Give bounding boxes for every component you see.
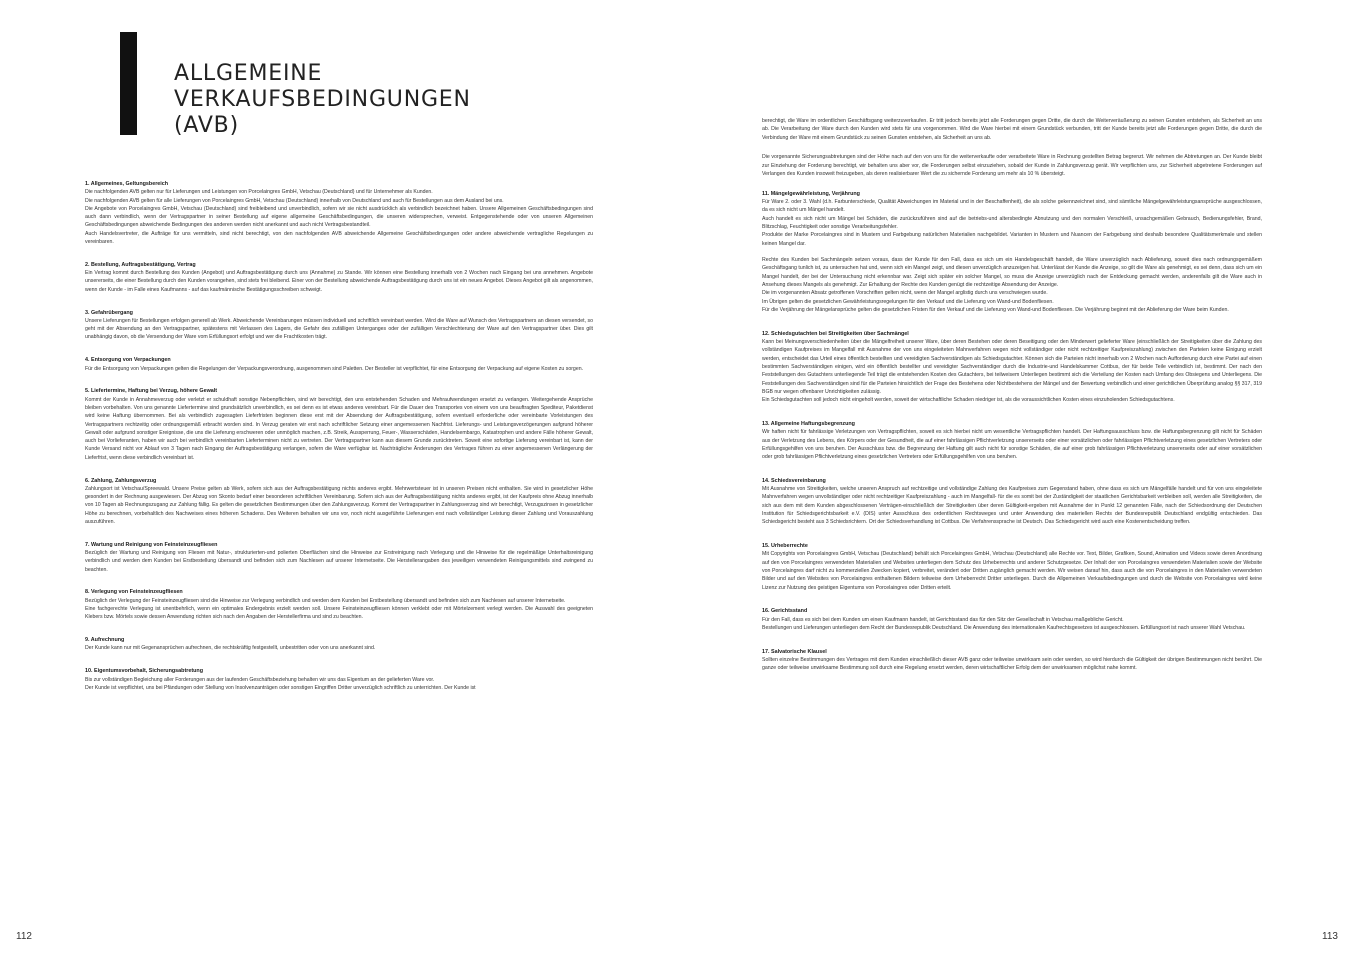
clause-section [762, 648, 1262, 673]
clause-heading: 14. Schiedsvereinbarung [762, 477, 826, 484]
clause-paragraph: Wir haften nicht für fahrlässige Verletzungen von Vertragspflichten, soweit es sich hierbei nicht um wesentliche Vertragspflichten handelt. Der Haftungsausschluss bzw. die Haftungsbegrenzung gilt nicht für Schäden aus der Verletzung des Lebens, des Körpers oder der Gesundheit, die auf einer fahrlässigen Pflichtverletzung unsererseits oder einer vorsätzlichen oder fahrlässigen Pflichtverletzung eines gesetzlichen Vertreters oder Erfüllungsgehilfen von uns beruhen. Der Ausschluss bzw. die Begrenzung der Haftung gilt auch nicht für sonstige Schäden, die auf einer grob fahrlässigen Pflichtverletzung unsererseits oder auf einer vorsätzlichen oder grob fahrlässigen Pflichtverletzung eines gesetzlichen Vertreters oder Erfüllungsgehilfen von uns beruhen. [762, 429, 1262, 461]
clause-section [85, 180, 593, 246]
clause-heading: 3. Gefahrübergang [85, 309, 133, 316]
title-line: (AVB) [174, 113, 239, 138]
clause-heading: 17. Salvatorische Klausel [762, 648, 827, 655]
clause-heading: 12. Schiedsgutachten bei Streitigkeiten über Sachmängel [762, 330, 909, 337]
title-line: ALLGEMEINE [174, 61, 323, 86]
clause-section [762, 477, 1262, 527]
clause-heading: 13. Allgemeine Haftungsbegrenzung [762, 420, 855, 427]
clause-paragraph: Mit Ausnahme von Streitigkeiten, welche unseren Anspruch auf rechtzeitige und vollständige Zahlung des Kaufpreises zum Gegenstand haben, ohne dass es sich um Mängelfälle handelt und für von uns eingeleitete Mahnverfahren wegen unvollständiger oder nicht rechtzeitiger Kaufpreiszahlung - auch im Mangelfall- für die es somit bei der Zuständigkeit der staatlichen Gerichtsbarkeit verbleiben soll, werden alle Streitigkeiten, die sich aus dem mit dem Kunden abgeschlossenen Verträgen-einschließlich der Streitigkeiten über deren Gültigkeit-ergeben mit Ausnahme der in Punkt 12 genannten Fälle, nach der Schiedsordnung der Deutschen Institution für Schiedsgerichtsbarkeit e.V. (DIS) unter Ausschluss des ordentlichen Rechtsweges und unter Anwendung des materiellen Rechts der Bundesrepublik Deutschland endgültig entschieden. Das Schiedsgericht besteht aus 3 Schiedsrichtern. Ort der Schiedsverhandlung ist Cottbus. Die Verfahrenssprache ist Deutsch. Das Schiedsgericht wird auch eine Kostenentscheidung treffen. [762, 486, 1262, 526]
clause-heading: 1. Allgemeines, Geltungsbereich [85, 181, 169, 187]
clause-paragraph: Bezüglich der Wartung und Reinigung von Fliesen mit Natur-, strukturierten-und polierten Oberflächen sind die Hinweise zur Erstreinigung nach Verlegung und die Hinweise für die regelmäßige Unterhaltsreinigung verbindlich und werden dem Kunden bei Erstbestellung übersandt und befinden sich zum Nachlesen auf unserer Internetseite. Die Herstellerangaben des jeweiligen verwendeten Reinigungsmittels sind zwingend zu beachten. [85, 550, 593, 573]
clause-section [85, 387, 593, 462]
clause-paragraph: Sollten einzelne Bestimmungen des Vertrages mit dem Kunden einschließlich dieser AVB ganz oder teilweise unwirksam sein oder werden, so wird hierdurch die Gültigkeit der übrigen Bestimmungen nicht berührt. Die ganze oder teilweise unwirksame Bestimmung soll durch eine Regelung ersetzt werden, deren wirtschaftlicher Erfolg dem der unwirksamen möglichst nahe kommt. [762, 657, 1262, 672]
document-title [174, 61, 471, 139]
clause-paragraph: Kann bei Meinungsverschiedenheiten über die Mängelfreiheit unserer Ware, über deren Bestehen oder deren Beseitigung oder den Minderwert gelieferter Ware (einschließlich der Streitigkeiten über die Zahlung des vollständigen Kaufpreises im Mangelfall mit Ausnahme der von uns eingeleiteten Mahnverfahren wegen nicht vollständiger oder nicht rechtzeitiger Kaufpreiszahlung) zwischen den Parteien keine Einigung erzielt werden, entscheidet das Urteil eines öffentlich bestellten und vereidigten Sachverständigen als Schiedsgutachter. Können sich die Parteien nicht innerhalb von 2 Wochen nach Aufforderung durch eine Partei auf einen bestimmten Sachverständigen einigen, wird ein öffentlich bestellter und vereidigter Sachverständiger durch die Industrie-und Handelskammer Cottbus, der für beide Teile verbindlich ist, bestimmt. Der nach den Feststellungen des Gutachters unterliegende Teil trägt die entstehenden Kosten des Gutachters, bei teilweisem Unterliegen bestimmt sich die Verteilung der Kosten nach Umfang des Obsiegens und Unterliegens. Die Feststellungen des Sachverständigen sind für die Parteien hinsichtlich der Frage des Bestehens oder Nichtbestehens der Mängel und der Bewertung verbindlich und einer gerichtlichen Überprüfung analog §§ 317, 319 BGB nur wegen offenbarer Unrichtigkeiten zulässig. [762, 339, 1262, 395]
clause-heading: 11. Mängelgewährleistung, Verjährung [762, 190, 860, 197]
clause-paragraph: Auch Handelsvertreter, die Aufträge für uns vermitteln, sind nicht berechtigt, von den nachfolgenden AVB abweichende Allgemeine Geschäftsbedingungen oder andere abweichende vertragliche Regelungen zu vereinbaren. [85, 230, 593, 246]
left-text-column [85, 180, 593, 707]
clause-heading: 7. Wartung und Reinigung von Feinsteinzeugfliesen [85, 541, 218, 548]
clause-heading: 4. Entsorgung von Verpackungen [85, 357, 171, 364]
clause-heading: 16. Gerichtsstand [762, 608, 808, 615]
clause-section [762, 420, 1262, 461]
clause-paragraph: Im Übrigen gelten die gesetzlichen Gewährleistungsregelungen für den Verkauf und die Lieferung von Wand-und Bodenfliesen. [762, 298, 1054, 305]
clause-heading: 6. Zahlung, Zahlungsverzug [85, 477, 157, 484]
clause-paragraph: Rechte des Kunden bei Sachmängeln setzen voraus, dass der Kunde für den Fall, dass es sich um ein Handelsgeschäft handelt, die Ware unverzüglich nach Ablieferung, soweit dies nach ordnungsgemäßem Geschäftsgang tunlich ist, zu untersuchen hat und, wenn sich ein Mangel zeigt, und diesen unverzüglich anzuzeigen hat. Unterlässt der Kunde die Anzeige, so gilt die Ware als genehmigt, es sei denn, dass sich um ein Mangel handelt, der bei der Untersuchung nicht erkennbar war. Zeigt sich später ein solcher Mangel, so muss die Anzeige unverzüglich nach der Entdeckung gemacht werden, anderenfalls gilt die Ware auch in Ansehung dieses Mangels als genehmigt. Zur Erhaltung der Rechte des Kunden genügt die rechtzeitige Absendung der Anzeige. [762, 257, 1262, 289]
clause-paragraph: Eine fachgerechte Verlegung ist unentbehrlich, wenn ein optimales Endergebnis erzielt werden soll. Unsere Feinsteinzeugfliesen können verklebt oder mit Mörtelzement verlegt werden. Die Auswahl des geeigneten Klebers bzw. Mörtels sowie dessen Anwendung richten sich nach den Angaben der Herstellerfirma und sind zu beachten. [85, 606, 593, 621]
clause-paragraph: Bezüglich der Verlegung der Feinsteinzeugfliesen sind die Hinweise zur Verlegung verbindlich und werden dem Kunden bei Erstbestellung übersandt und befinden sich zum Nachlesen auf unserer Internetseite. [85, 597, 566, 604]
clause-heading: 15. Urheberrechte [762, 543, 808, 550]
clause-paragraph: Ein Schiedsgutachten soll jedoch nicht eingeholt werden, soweit der wirtschaftliche Schaden niedriger ist, als die voraussichtlichen Kosten eines einzuholenden Schiedsgutachtens. [762, 397, 1175, 404]
page-number-left: 112 [16, 931, 32, 942]
clause-section [85, 667, 593, 692]
clause-section [85, 261, 593, 294]
clause-paragraph: Für den Fall, dass es sich bei dem Kunden um einen Kaufmann handelt, ist Gerichtsstand das für den Sitz der Gesellschaft in Vetschau maßgebliche Gericht. [762, 616, 1124, 623]
clause-paragraph: Produkte der Marke Porcelaingres sind in Mustern und Farbgebung natürlichen Materialien nachgebildet. Varianten in Mustern und Nuancen der Farbgebung sind deshalb besondere Qualitätsmerkmale und stellen keinen Mangel dar. [762, 232, 1262, 247]
title-accent-bar [120, 32, 137, 135]
right-text-column [762, 117, 1262, 688]
clause-paragraph: Die nachfolgenden AVB gelten für alle Lieferungen von Porcelaingres GmbH, Vetschau (Deutschland) innerhalb von Deutschland und auch für Bestellungen aus dem Ausland bei uns. [85, 197, 504, 204]
clause-paragraph: Zahlungsort ist Vetschau/Spreewald. Unsere Preise gelten ab Werk, sofern sich aus der Auftragsbestätigung nichts anderes ergibt. Mehrwertsteuer ist in unseren Preisen nicht enthalten. Sie wird in gesetzlicher Höhe gesondert in der Rechnung ausgewiesen. Der Abzug von Skonto bedarf einer besonderen schriftlichen Vereinbarung. Sofern sich aus der Auftragsbestätigung nichts anderes ergibt, ist der Kaufpreis ohne Abzug innerhalb von 10 Tagen ab Rechnungszugang zur Zahlung fällig. Es gelten die gesetzlichen Bestimmungen über den Zahlungsverzug. Kommt der Vertragspartner in Zahlungsverzug sind wir berechtigt, Verzugszinsen in gesetzlicher Höhe zu berechnen, vorbehaltlich des Nachweises eines höheren Schadens. Des Weiteren behalten wir uns vor, noch nicht ausgeführte Lieferungen erst nach vollständiger Leistung dieser Zahlung und Vorauszahlung auszuführen. [85, 485, 593, 525]
clause-section [85, 309, 593, 342]
continuation-paragraph: berechtigt, die Ware im ordentlichen Geschäftsgang weiterzuverkaufen. Er tritt jedoch bereits jetzt alle Forderungen gegen Dritte, die durch die Weiterveräußerung zu seinen Gunsten entstehen, als Sicherheit an uns ab. Die Verarbeitung der Ware durch den Kunden wird stets für uns vorgenommen. Wird die Ware hierbei mit einem Grundstück verbunden, tritt der Kunde bereits jetzt alle Forderungen gegen Dritte, die durch die Verbindung der Ware mit einem Grundstück zu seinen Gunsten entstehen, als Sicherheit an uns ab. [762, 118, 1262, 141]
clause-paragraph: Ein Vertrag kommt durch Bestellung des Kunden (Angebot) und Auftragsbestätigung durch uns (Annahme) zu Stande. Wir können eine Bestellung innerhalb von 2 Wochen nach Eingang bei uns annehmen. Angebote unsererseits, die einer Bestellung durch den Kunden vorangehen, sind stets frei bleibend. Einer von der Bestellung abweichende Auftragsbestätigung durch uns ist ein neues Angebot. Dieses Angebot gilt als angenommen, wenn der Kunde - im Falle eines Kaufmanns - auf das kaufmännische Bestätigungsschreiben schweigt. [85, 270, 593, 293]
clause-paragraph: Unsere Lieferungen für Bestellungen erfolgen generell ab Werk. Abweichende Vereinbarungen müssen individuell und schriftlich vereinbart werden. Wird die Ware auf Wunsch des Vertragspartners an diesen versendet, so geht mit der Absendung an den Vertragspartner, spätestens mit Verlassen des Lagers, die Gefahr des zufälligen Unterganges oder der zufälligen Verschlechterung der Ware auf den Vertragspartner über. Dies gilt unabhängig davon, ob die Versendung der Ware vom Erfüllungsort erfolgt und wer die Frachtkosten trägt. [85, 317, 593, 341]
clause-heading: 9. Aufrechnung [85, 637, 125, 644]
clause-paragraph: Kommt der Kunde in Annahmeverzug oder verletzt er schuldhaft sonstige Nebenpflichten, sind wir berechtigt, den uns entstehenden Schaden und Mehraufwendungen ersetzt zu verlangen. Weitergehende Ansprüche bleiben vorbehalten. Von uns genannte Liefertermine sind grundsätzlich unverbindlich, es sei denn es ist etwas anderes vereinbart. Für die Dauer des Transportes von einem von uns beauftragten Spediteur, Paketdienst wird keine Haftung übernommen. Bei als verbindlich zugesagten Lieferfristen beginnen diese erst mit der Absendung der Auftragsbestätigung, sofern eventuell erforderliche oder vereinbarte Vorleistungen des Vertragspartners rechtzeitig oder ordnungsgemäß erbracht worden sind. In Verzug geraten wir erst nach schriftlicher Setzung einer angemessenen Nachfrist. Lieferungs- und Leistungsverzögerungen aufgrund höherer Gewalt oder aufgrund sonstiger Ereignisse, die uns die Lieferung erschweren oder unmöglich machen, z.B. Streik, Aussperrung, Feuer-, Wasserschäden, Handelsembargo, Katastrophen und andere Fälle höherer Gewalt, auch bei Vorlieferanten, haben wir auch bei verbindlich vereinbarten Lieferterminen nicht zu vertreten. Der Vertragspartner kann aus diesem Grunde zurücktreten. Soweit eine sofortige Lieferung vereinbart ist, kann der Kunde Versand nicht vor Ablauf von 3 Tagen nach Eingang der Auftragsbestätigung verlangen, sofern die Ware verfügbar ist. Nachträgliche Änderungen des Vertrages führen zu einer angemessenen Verlängerung der Lieferfrist, wenn diese verbindlich vereinbart ist. [85, 396, 593, 461]
clause-section [762, 542, 1262, 592]
clause-heading: 2. Bestellung, Auftragsbestätigung, Vertrag [85, 261, 196, 268]
clause-section [762, 330, 1262, 405]
clause-section [85, 477, 593, 527]
continuation-paragraph: Die vorgenannte Sicherungsabtretungen sind der Höhe nach auf den von uns für die weiterverkaufte oder verarbeitete Ware in Rechnung gestellten Betrag begrenzt. Wir nehmen die Abtretungen an. Der Kunde bleibt zur Einziehung der Forderung berechtigt, wir behalten uns aber vor, die Forderungen selbst einzuziehen, sobald der Kunde in Zahlungsverzug gerät. Wir verpflichten uns, zur Sicherheit abgetretene Forderungen auf Verlangen des Kunden insoweit freizugeben, als deren realisierbarer Wert die zu sichernde Forderung um mehr als 10 % übersteigt. [762, 154, 1262, 177]
clause-paragraph: Der Kunde ist verpflichtet, uns bei Pfändungen oder Stellung von Insolvenzanträgen oder sonstigen Eingriffen Dritter unverzüglich schriftlich zu unterrichten. Der Kunde ist [85, 684, 476, 691]
clause-paragraph: Mit Copyrights von Porcelaingres GmbH, Vetschau (Deutschland) behält sich Porcelaingres GmbH, Vetschau (Deutschland) alle Rechte vor. Text, Bilder, Grafiken, Sound, Animation und Videos sowie deren Anordnung auf den von Porcelaingres verwendeten Materialien und Websites unterliegen dem Schutz des Urheberrechts und anderer Schutzgesetze. Der Inhalt der von Porcelaingres verwendeten Materialien sowie der Website von Porcelaingres darf nicht zu kommerziellen Zwecken kopiert, verbreitet, verändert oder Dritten zugänglich gemacht werden. Wir weisen darauf hin, dass auch die von Porcelaingres in den Materialien verwendeten Bilder und auf den Websites von Porcelaingres enthaltenen Bildern teilweise dem Urheberrecht Dritter unterliegen. Durch die Allgemeinen Verkaufsbedingungen und durch die Website von Porcelaingres wird keine Lizenz zur Nutzung des geistigen Eigentums von Porcelaingres oder Dritten erteilt. [762, 551, 1262, 591]
clause-section [85, 356, 593, 373]
title-line: VERKAUFSBEDINGUNGEN [174, 87, 471, 112]
clause-paragraph: Für die Verjährung der Mängelansprüche gelten die gesetzlichen Fristen für den Verkauf und die Lieferung von Wand-und Bodenfliesen. Die Verjährung beginnt mit der Ablieferung der Ware beim Kunden. [762, 306, 1229, 313]
clause-section [762, 190, 1262, 314]
clause-section [85, 588, 593, 621]
clause-paragraph: Der Kunde kann nur mit Gegenansprüchen aufrechnen, die rechtskräftig festgestellt, unbestritten oder von uns anerkannt sind. [85, 645, 376, 652]
clause-heading: 10. Eigentumsvorbehalt, Sicherungsabtretung [85, 668, 204, 675]
page-number-right: 113 [1322, 931, 1338, 942]
clause-paragraph: Für Ware 2. oder 3. Wahl (d.h. Farbunterschiede, Qualität Abweichungen im Material und in der Beschaffenheit), die als solche gekennzeichnet sind, sind sämtliche Mängelgewährleistungsansprüche ausgeschlossen, da es sich nicht um Mängel handelt. [762, 199, 1262, 214]
clause-paragraph: Für die Entsorgung von Verpackungen gelten die Regelungen der Verpackungsverordnung, ausgenommen sind Paletten. Der Besteller ist verpflichtet, für eine Entsorgung der Verpackung auf eigene Kosten zu sorgen. [85, 365, 584, 372]
clause-paragraph: Bestellungen und Lieferungen unterliegen dem Recht der Bundesrepublik Deutschland. Die Anwendung des internationalen Kaufrechtsgesetzes ist ausgeschlossen. Erfüllungsort ist nach unserer Wahl Vetschau. [762, 625, 1246, 632]
left-page [0, 0, 677, 958]
clause-heading: 8. Verlegung von Feinsteinzeugfliesen [85, 589, 183, 596]
clause-paragraph: Die nachfolgenden AVB gelten nur für Lieferungen und Leistungen von Porcelaingres GmbH, Vetschau (Deutschland) und für Unternehmer als Kunden. [85, 189, 433, 196]
clause-section [762, 607, 1262, 632]
clause-paragraph: Die im vorgenannten Absatz getroffenen Vorschriften gelten nicht, wenn der Mangel arglistig durch uns verschwiegen wurde. [762, 290, 1048, 297]
clause-paragraph: Die Angebote von Porcelaingres GmbH, Vetschau (Deutschland) sind freibleibend und unverbindlich, sofern wir sie nicht ausdrücklich als verbindlich bezeichnet haben. Unsere Allgemeinen Geschäftsbedingungen sind auch dann verbindlich, wenn der Vertragspartner in seiner Bestellung auf eigene allgemeine Geschäftsbedingungen, die unseren widersprechen, verweist. Entgegenstehende oder von unseren Allgemeinen Geschäftsbedingungen abweichende Bedingungen des anderen werden nicht anerkannt und auch nicht Vertragsbestandteil. [85, 205, 593, 229]
clause-paragraph: Auch handelt es sich nicht um Mängel bei Schäden, die zurückzuführen sind auf die betriebs-und altersbedingte Abnutzung und den normalen Verschleiß, unsachgemäßen Gebrauch, Bedienungsfehler, Brand, Blitzschlag, Feuchtigkeit oder sonstige Verarbeitungsfehler. [762, 215, 1262, 230]
clause-heading: 5. Liefertermine, Haftung bei Verzug, höhere Gewalt [85, 388, 218, 395]
clause-section [85, 541, 593, 574]
right-page [678, 0, 1355, 958]
clause-paragraph [762, 248, 1262, 256]
clause-paragraph: Bis zur vollständigen Begleichung aller Forderungen aus der laufenden Geschäftsbeziehung behalten wir uns das Eigentum an der gelieferten Ware vor. [85, 676, 435, 683]
clause-section [85, 636, 593, 653]
